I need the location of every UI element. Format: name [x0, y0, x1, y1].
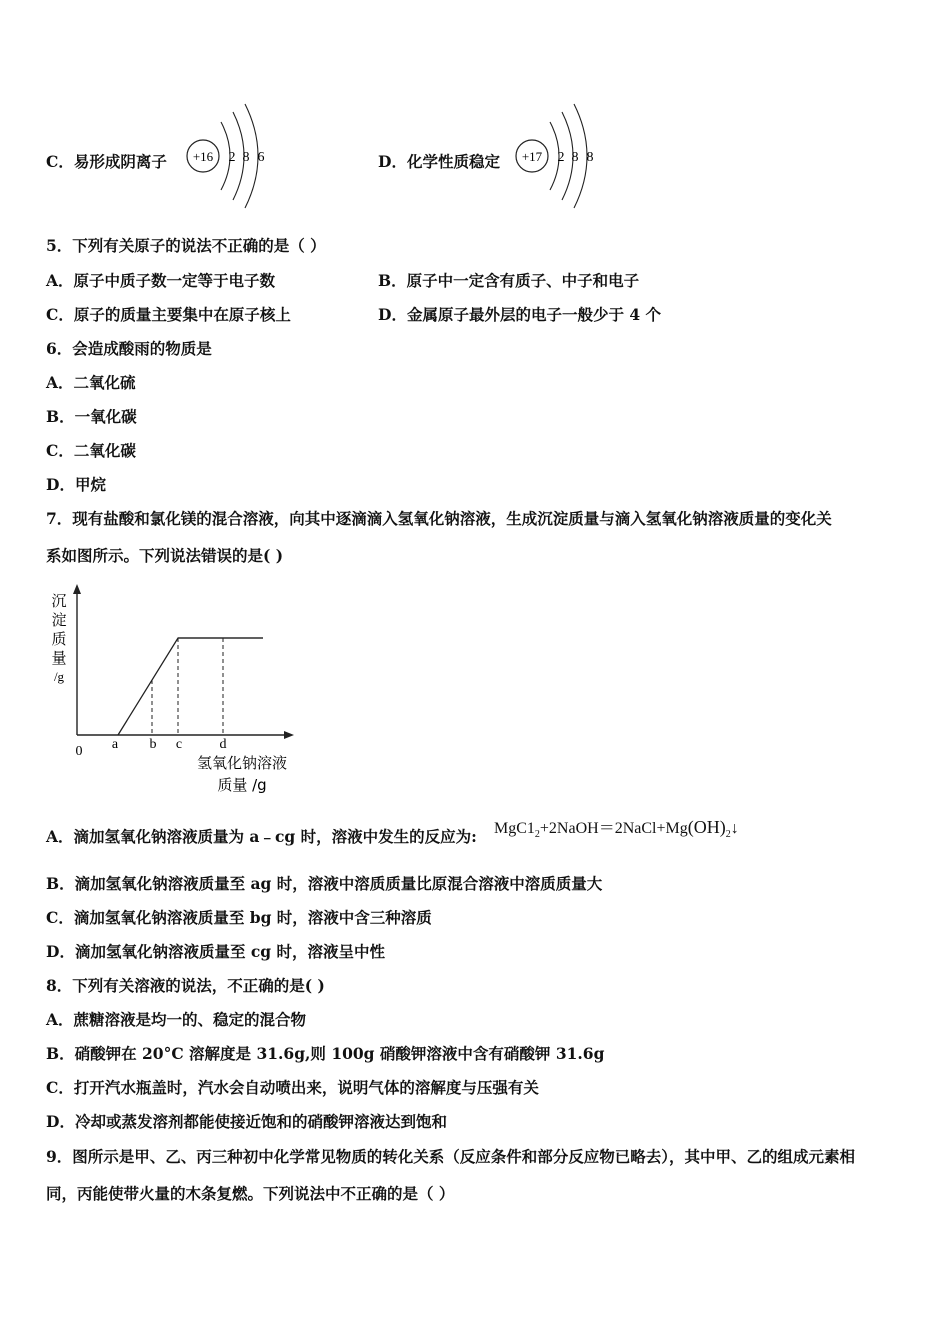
q6-option-c: C．二氧化碳: [46, 441, 136, 460]
x-tick-b: b: [149, 737, 157, 752]
x-tick-d: d: [219, 737, 227, 752]
q7-option-b: B．滴加氢氧化钠溶液质量至 ag 时，溶液中溶质质量比原混合溶液中溶质质量大: [46, 874, 603, 893]
q5-option-b: B．原子中一定含有质子、中子和电子: [378, 271, 640, 290]
q9-stem-line1: 9．图所示是甲、乙、丙三种初中化学常见物质的转化关系（反应条件和部分反应物已略去），其中甲、乙的组成元素相: [46, 1147, 856, 1166]
q5-option-c: C．原子的质量主要集中在原子核上: [46, 305, 291, 324]
q6-option-d: D．甲烷: [46, 475, 106, 494]
x-axis-arrow: [284, 731, 294, 739]
x-tick-a: a: [111, 737, 119, 752]
q7-option-c: C．滴加氢氧化钠溶液质量至 bg 时，溶液中含三种溶质: [46, 908, 432, 927]
q4-option-d-label: D．化学性质稳定: [378, 152, 500, 171]
q8-option-c: C．打开汽水瓶盖时，汽水会自动喷出来，说明气体的溶解度与压强有关: [46, 1078, 539, 1097]
q8-option-a: A．蔗糖溶液是均一的、稳定的混合物: [46, 1010, 307, 1029]
origin-label: 0: [75, 744, 83, 759]
q4-option-d-atom-diagram: [512, 96, 612, 218]
y-label-char: 量: [51, 649, 67, 667]
y-label-char: 质: [51, 630, 67, 648]
x-label-line1: 氢氧化钠溶液: [196, 754, 288, 772]
x-tick-c: c: [175, 737, 183, 752]
nucleus-charge: +16: [192, 149, 214, 164]
shell-electrons-3: 6: [257, 150, 265, 165]
q8-option-b: B．硝酸钾在 20°C 溶解度是 31.6g,则 100g 硝酸钾溶液中含有硝酸钾 31.6g: [46, 1044, 605, 1063]
q7-option-a-text: A．滴加氢氧化钠溶液质量为 a﹣cg 时，溶液中发生的反应为:: [46, 827, 477, 846]
q7-option-a-formula: $MgC1_2+2NaOH=2NaCl+Mg(OH)_2↓$: [494, 817, 739, 841]
precipitate-curve: [118, 638, 263, 735]
q8-option-d: D．冷却或蒸发溶剂都能使接近饱和的硝酸钾溶液达到饱和: [46, 1112, 447, 1131]
q7-option-d: D．滴加氢氧化钠溶液质量至 cg 时，溶液呈中性: [46, 942, 386, 961]
q4-option-c-label: C．易形成阴离子: [46, 152, 167, 171]
q6-option-b: B．一氧化碳: [46, 407, 137, 426]
q5-option-d: D．金属原子最外层的电子一般少于 4 个: [378, 305, 662, 324]
shell-electrons-2: 8: [242, 150, 250, 165]
q5-stem: 5．下列有关原子的说法不正确的是（ ）: [46, 236, 326, 255]
y-label-char: 淀: [51, 611, 67, 629]
q7-graph: [40, 578, 310, 803]
q6-option-a: A．二氧化硫: [46, 373, 136, 392]
q8-stem: 8．下列有关溶液的说法，不正确的是( ): [46, 976, 325, 995]
q4-option-c-atom-diagram: [183, 96, 283, 218]
y-label-char: 沉: [51, 592, 67, 610]
q7-stem-line1: 7．现有盐酸和氯化镁的混合溶液，向其中逐滴滴入氢氧化钠溶液，生成沉淀质量与滴入氢氧化钠溶液质量的变化关: [46, 509, 832, 528]
x-label-line2: 质量 /g: [217, 776, 267, 794]
y-label-unit: /g: [53, 669, 65, 684]
q5-option-a: A．原子中质子数一定等于电子数: [46, 271, 276, 290]
q7-stem-line2: 系如图所示。下列说法错误的是( ): [46, 546, 284, 565]
shell-electrons-1: 2: [228, 150, 236, 165]
y-axis-arrow: [73, 584, 81, 594]
shell-electrons-1: 2: [557, 150, 565, 165]
shell-electrons-3: 8: [586, 150, 594, 165]
shell-electrons-2: 8: [571, 150, 579, 165]
nucleus-charge: +17: [521, 149, 543, 164]
q6-stem: 6．会造成酸雨的物质是: [46, 339, 212, 358]
q9-stem-line2: 同，丙能使带火量的木条复燃。下列说法中不正确的是（ ）: [46, 1184, 455, 1203]
